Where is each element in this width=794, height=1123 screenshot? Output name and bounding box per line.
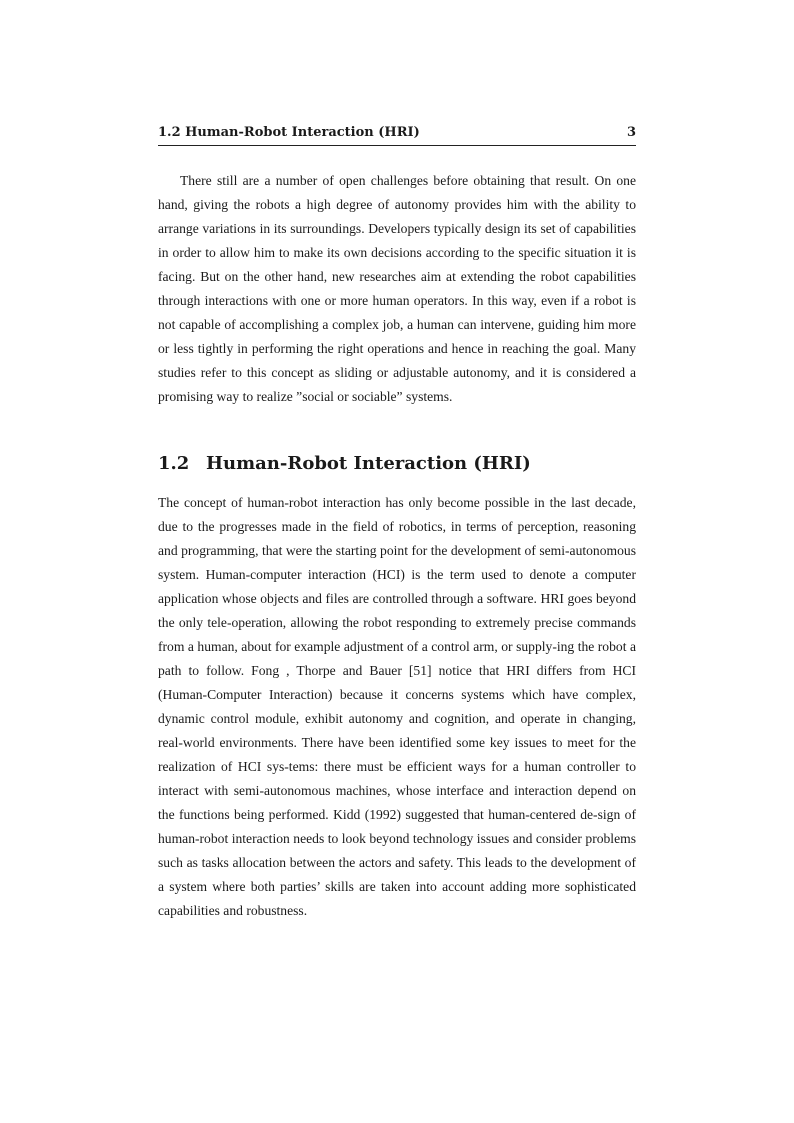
section-heading	[158, 448, 636, 478]
intro-paragraph: There still are a number of open challenges before obtaining that result. On one hand, giving the robots a high degree of autonomy provides him with the ability to arrange variations in its surroundings. Developers typically design its set of capabilities in order to allow him to make its own decisions according to the specific situation it is facing. But on the other hand, new researches aim at extending the robot capabilities through interactions with one or more human operators. In this way, even if a robot is not capable of accomplishing a complex job, a human can intervene, guiding him more or less tightly in performing the right operations and hence in reaching the goal. Many studies refer to this concept as sliding or adjustable autonomy, and it is considered a promising way to realize ”social or sociable” systems.	[158, 173, 636, 404]
page-number: 3	[626, 125, 636, 140]
running-header-title: 1.2 Human-Robot Interaction (HRI)	[158, 125, 420, 140]
section-title: Human-Robot Interaction (HRI)	[206, 452, 531, 474]
document-page	[158, 0, 636, 1123]
hri-paragraph: The concept of human-robot interaction has only become possible in the last decade, due to the progresses made in the field of robotics, in terms of perception, reasoning and programming, that were the starting point for the development of semi-autonomous system. Human-computer interaction (HCI) is the term used to denote a computer application whose objects and files are controlled through a software. HRI goes beyond the only tele-operation, allowing the robot responding to extremely precise commands from a human, about for example adjustment of a control arm, or supply-ing the robot a path to follow. Fong , Thorpe and Bauer [51] notice that HRI differs from HCI (Human-Computer Interaction) because it concerns systems which have complex, dynamic control module, exhibit autonomy and cognition, and operate in changing, real-world environments. There have been identified some key issues to meet for the realization of HCI sys-tems: there must be efficient ways for a human controller to interact with semi-autonomous machines, whose interface and interaction depend on the functions being performed. Kidd (1992) suggested that human-centered de-sign of human-robot interaction needs to look beyond technology issues and consider problems such as tasks allocation between the actors and safety. This leads to the development of a system where both parties’ skills are taken into account adding more sophisticated capabilities and robustness.	[158, 495, 636, 918]
running-header	[158, 123, 636, 146]
section-number: 1.2	[158, 452, 190, 474]
